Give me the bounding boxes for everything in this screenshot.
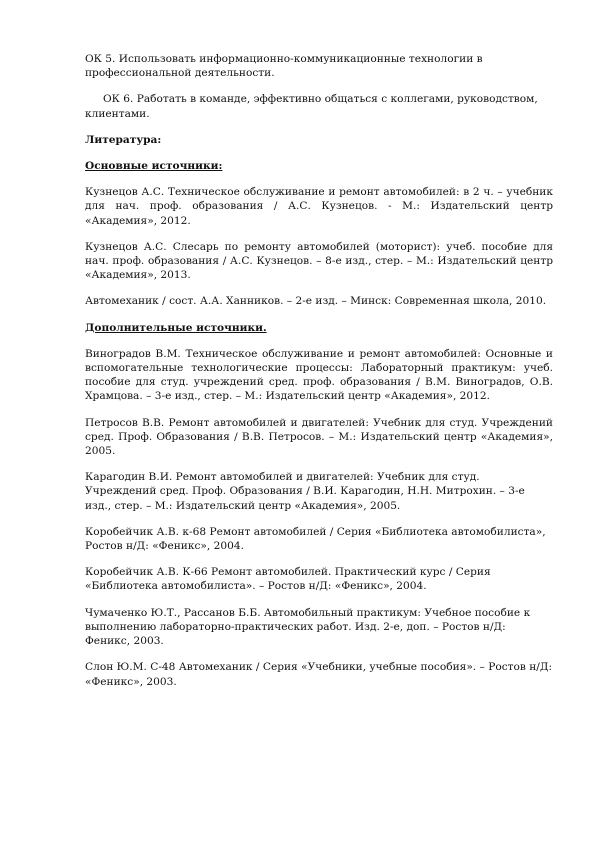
additional-source-item: Виноградов В.М. Техническое обслуживание и ремонт автомобилей: Основные и вспомогательные технологические процессы: Лабораторный практикум: учеб. пособие для студ. учреждений сред. проф. образования / В.М. Виноградов, О.В. Храмцова. – 3-е изд., стер. – М.: Издательский центр «Академия», 2012.: [85, 347, 553, 403]
document-page: [85, 52, 553, 701]
additional-sources-heading: Дополнительные источники.: [85, 321, 267, 334]
additional-source-item: Слон Ю.М. С-48 Автомеханик / Серия «Учебники, учебные пособия». – Ростов н/Д: «Феникс», 2003.: [85, 661, 553, 688]
main-sources-heading: Основные источники:: [85, 160, 223, 173]
main-source-item: Автомеханик / сост. А.А. Ханников. – 2-е изд. – Минск: Современная школа, 2010.: [85, 295, 547, 308]
additional-source-item: Коробейчик А.В. к-68 Ремонт автомобилей / Серия «Библиотека автомобилиста», Ростов н/Д: «Феникс», 2004.: [85, 525, 546, 553]
additional-source-item: Петросов В.В. Ремонт автомобилей и двигателей: Учебник для студ. Учреждений сред. Проф. Образования / В.В. Петросов. – М.: Издательский центр «Академия», 2005.: [85, 416, 553, 458]
main-source-item: Кузнецов А.С. Слесарь по ремонту автомобилей (моторист): учеб. пособие для нач. проф. образования / А.С. Кузнецов. – 8-е изд., стер. – М.: Издательский центр «Академия», 2013.: [85, 240, 553, 282]
main-source-item: Кузнецов А.С. Техническое обслуживание и ремонт автомобилей: в 2 ч. – учебник для нач. проф. образования / А.С. Кузнецов. - М.: Издательский центр «Академия», 2012.: [85, 186, 553, 227]
additional-source-item: Чумаченко Ю.Т., Рассанов Б.Б. Автомобильный практикум: Учебное пособие к выполнению лабораторно-практических работ. Изд. 2-е, доп. – Ростов н/Д: Феникс, 2003.: [85, 606, 531, 648]
additional-source-item: Карагодин В.И. Ремонт автомобилей и двигателей: Учебник для студ. Учреждений сред. Проф. Образования / В.И. Карагодин, Н.Н. Митрохин. – 3-е изд., стер. – М.: Издательский центр «Академия», 2005.: [85, 471, 525, 512]
additional-source-item: Коробейчик А.В. К-66 Ремонт автомобилей. Практический курс / Серия «Библиотека автомобилиста». – Ростов н/Д: «Феникс», 2004.: [85, 566, 491, 593]
literature-heading: Литература:: [85, 133, 162, 146]
competency-ok6: ОК 6. Работать в команде, эффективно общаться с коллегами, руководством, клиентами.: [85, 93, 538, 120]
competency-ok5: ОК 5. Использовать информационно-коммуникационные технологии в профессиональной деятельности.: [85, 53, 483, 80]
